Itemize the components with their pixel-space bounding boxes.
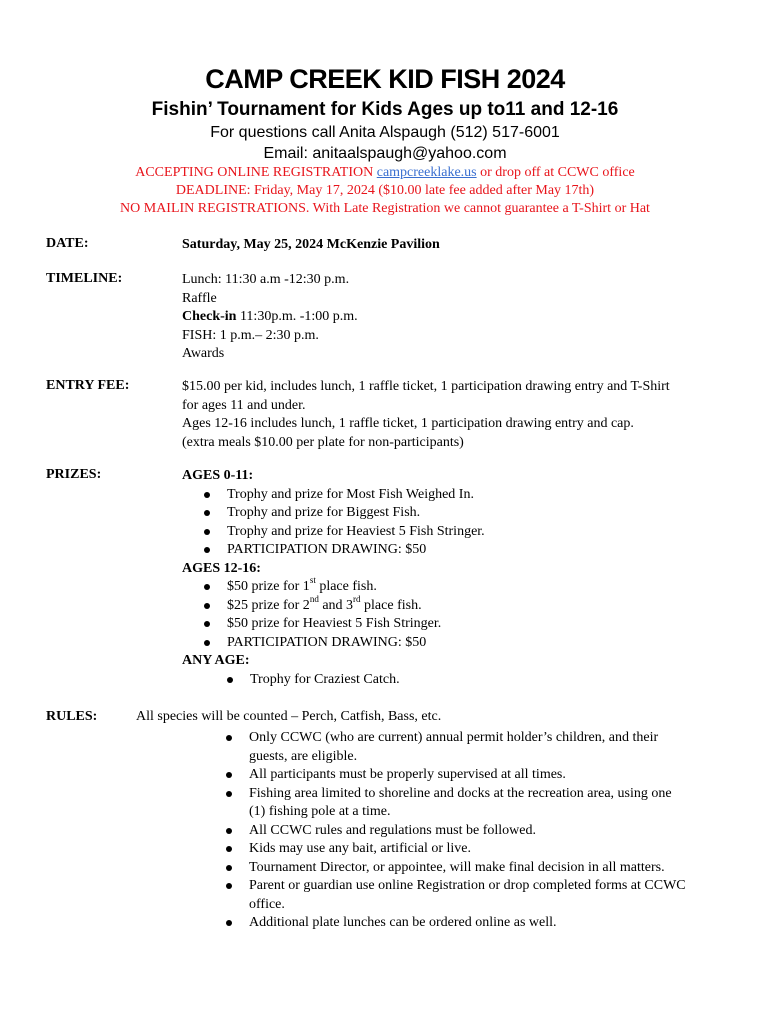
- list-item-text: (1) fishing pole at a time.: [249, 804, 391, 819]
- bullet-icon: [204, 529, 210, 535]
- list-item: [182, 634, 742, 653]
- checkin-time: 11:30p.m. -1:00 p.m.: [236, 309, 358, 324]
- bullet-icon: [226, 865, 232, 871]
- list-item-text: Only CCWC (who are current) annual permit holder’s children, and their: [249, 730, 659, 745]
- ages-0-11-heading: AGES 0-11:: [182, 468, 254, 483]
- list-item: [204, 840, 724, 859]
- bullet-icon: [204, 603, 210, 609]
- list-item: [182, 615, 742, 634]
- bullet-icon: [226, 920, 232, 926]
- list-item-text: Trophy and prize for Biggest Fish.: [227, 505, 421, 520]
- list-item-text: Parent or guardian use online Registration or drop completed forms at CCWC: [249, 878, 686, 893]
- prizes-section: [182, 467, 742, 689]
- bullet-icon: [226, 772, 232, 778]
- list-item-text: All CCWC rules and regulations must be followed.: [249, 822, 536, 838]
- any-age-heading: ANY AGE:: [182, 653, 250, 668]
- superscript: nd: [309, 593, 319, 604]
- date-label: DATE:: [46, 236, 89, 251]
- list-item: [204, 785, 724, 822]
- list-item-text: $50 prize for Heaviest 5 Fish Stringer.: [227, 616, 442, 631]
- list-item: [204, 877, 724, 914]
- bullet-icon: [226, 735, 232, 741]
- contact-email: Email: anitaalspaugh@yahoo.com: [263, 145, 507, 162]
- list-item: [204, 822, 724, 841]
- rules-label: RULES:: [46, 709, 98, 724]
- ages-0-11-list: [182, 486, 742, 560]
- list-item: [204, 859, 724, 878]
- registration-notice-prefix: ACCEPTING ONLINE REGISTRATION: [135, 165, 377, 180]
- list-item-text: $25 prize for 2: [227, 597, 310, 613]
- rules-list: [204, 729, 724, 933]
- list-item-text: Trophy for Craziest Catch.: [250, 671, 400, 687]
- list-item-text: PARTICIPATION DRAWING: $50: [227, 542, 427, 557]
- page-title: CAMP CREEK KID FISH 2024: [205, 64, 565, 94]
- ages-12-16-heading: AGES 12-16:: [182, 560, 261, 576]
- list-item: [182, 504, 742, 523]
- timeline-section: [182, 271, 742, 364]
- list-item-text: Additional plate lunches can be ordered online as well.: [249, 915, 557, 930]
- list-item-text: and 3: [318, 597, 354, 613]
- bullet-icon: [226, 883, 232, 889]
- timeline-raffle: Raffle: [182, 290, 217, 306]
- list-item: [204, 766, 724, 785]
- list-item-text: $50 prize for 1: [227, 579, 310, 594]
- list-item: [182, 541, 742, 560]
- any-age-list: [205, 671, 742, 690]
- page-subtitle: Fishin’ Tournament for Kids Ages up to11 and 12-16: [151, 99, 619, 120]
- bullet-icon: [227, 677, 233, 683]
- list-item-text: office.: [249, 896, 285, 912]
- entry-fee-section: [182, 378, 742, 452]
- list-item-text: PARTICIPATION DRAWING: $50: [227, 634, 427, 650]
- timeline-label: TIMELINE:: [46, 271, 123, 286]
- checkin-label: Check-in: [182, 309, 237, 324]
- prizes-label: PRIZES:: [46, 467, 102, 482]
- entry-fee-line: Ages 12-16 includes lunch, 1 raffle ticket, 1 participation drawing entry and cap.: [182, 416, 634, 431]
- list-item-text: Kids may use any bait, artificial or live.: [249, 841, 471, 856]
- bullet-icon: [226, 791, 232, 797]
- list-item-text: Fishing area limited to shoreline and docks at the recreation area, using one: [249, 785, 672, 801]
- entry-fee-line: for ages 11 and under.: [182, 397, 306, 413]
- contact-phone: For questions call Anita Alspaugh (512) 517-6001: [210, 124, 560, 141]
- timeline-checkin: [182, 308, 742, 327]
- registration-notice: [0, 165, 770, 181]
- list-item-text: place fish.: [315, 579, 377, 594]
- list-item: [205, 671, 742, 690]
- list-item-text: Trophy and prize for Most Fish Weighed In.: [227, 486, 474, 502]
- deadline-notice: DEADLINE: Friday, May 17, 2024 ($10.00 late fee added after May 17th): [175, 183, 595, 198]
- registration-link[interactable]: campcreeklake.us: [376, 165, 477, 180]
- list-item-text: place fish.: [360, 597, 422, 613]
- bullet-icon: [204, 510, 210, 516]
- bullet-icon: [204, 621, 210, 627]
- date-value: Saturday, May 25, 2024 McKenzie Pavilion: [182, 237, 440, 252]
- list-item-text: Tournament Director, or appointee, will make final decision in all matters.: [249, 859, 665, 875]
- superscript: rd: [353, 593, 361, 604]
- date-section: [182, 236, 742, 255]
- list-item: [182, 593, 742, 616]
- list-item-text: guests, are eligible.: [249, 748, 358, 764]
- bullet-icon: [204, 584, 210, 590]
- list-item: [182, 575, 742, 597]
- registration-notice-suffix: or drop off at CCWC office: [476, 165, 635, 180]
- list-item: [182, 486, 742, 505]
- bullet-icon: [226, 846, 232, 852]
- list-item-text: Trophy and prize for Heaviest 5 Fish Stringer.: [227, 523, 485, 539]
- list-item: [204, 729, 724, 766]
- timeline-awards: Awards: [182, 346, 225, 361]
- timeline-fish: FISH: 1 p.m.– 2:30 p.m.: [182, 327, 319, 343]
- mail-in-notice: NO MAILIN REGISTRATIONS. With Late Registration we cannot guarantee a T-Shirt or Hat: [120, 201, 650, 216]
- list-item: [204, 914, 724, 933]
- list-item-text: All participants must be properly supervised at all times.: [249, 767, 566, 782]
- bullet-icon: [204, 492, 210, 498]
- list-item: [182, 523, 742, 542]
- superscript: st: [309, 575, 316, 586]
- entry-fee-line: $15.00 per kid, includes lunch, 1 raffle ticket, 1 participation drawing entry and T-Shirt: [182, 379, 670, 394]
- bullet-icon: [226, 828, 232, 834]
- timeline-lunch: Lunch: 11:30 a.m -12:30 p.m.: [182, 272, 350, 287]
- rules-intro: All species will be counted – Perch, Catfish, Bass, etc.: [136, 709, 442, 724]
- bullet-icon: [204, 547, 210, 553]
- ages-12-16-list: [182, 575, 742, 652]
- entry-fee-label: ENTRY FEE:: [46, 378, 130, 393]
- entry-fee-line: (extra meals $10.00 per plate for non-participants): [182, 434, 464, 450]
- bullet-icon: [204, 640, 210, 646]
